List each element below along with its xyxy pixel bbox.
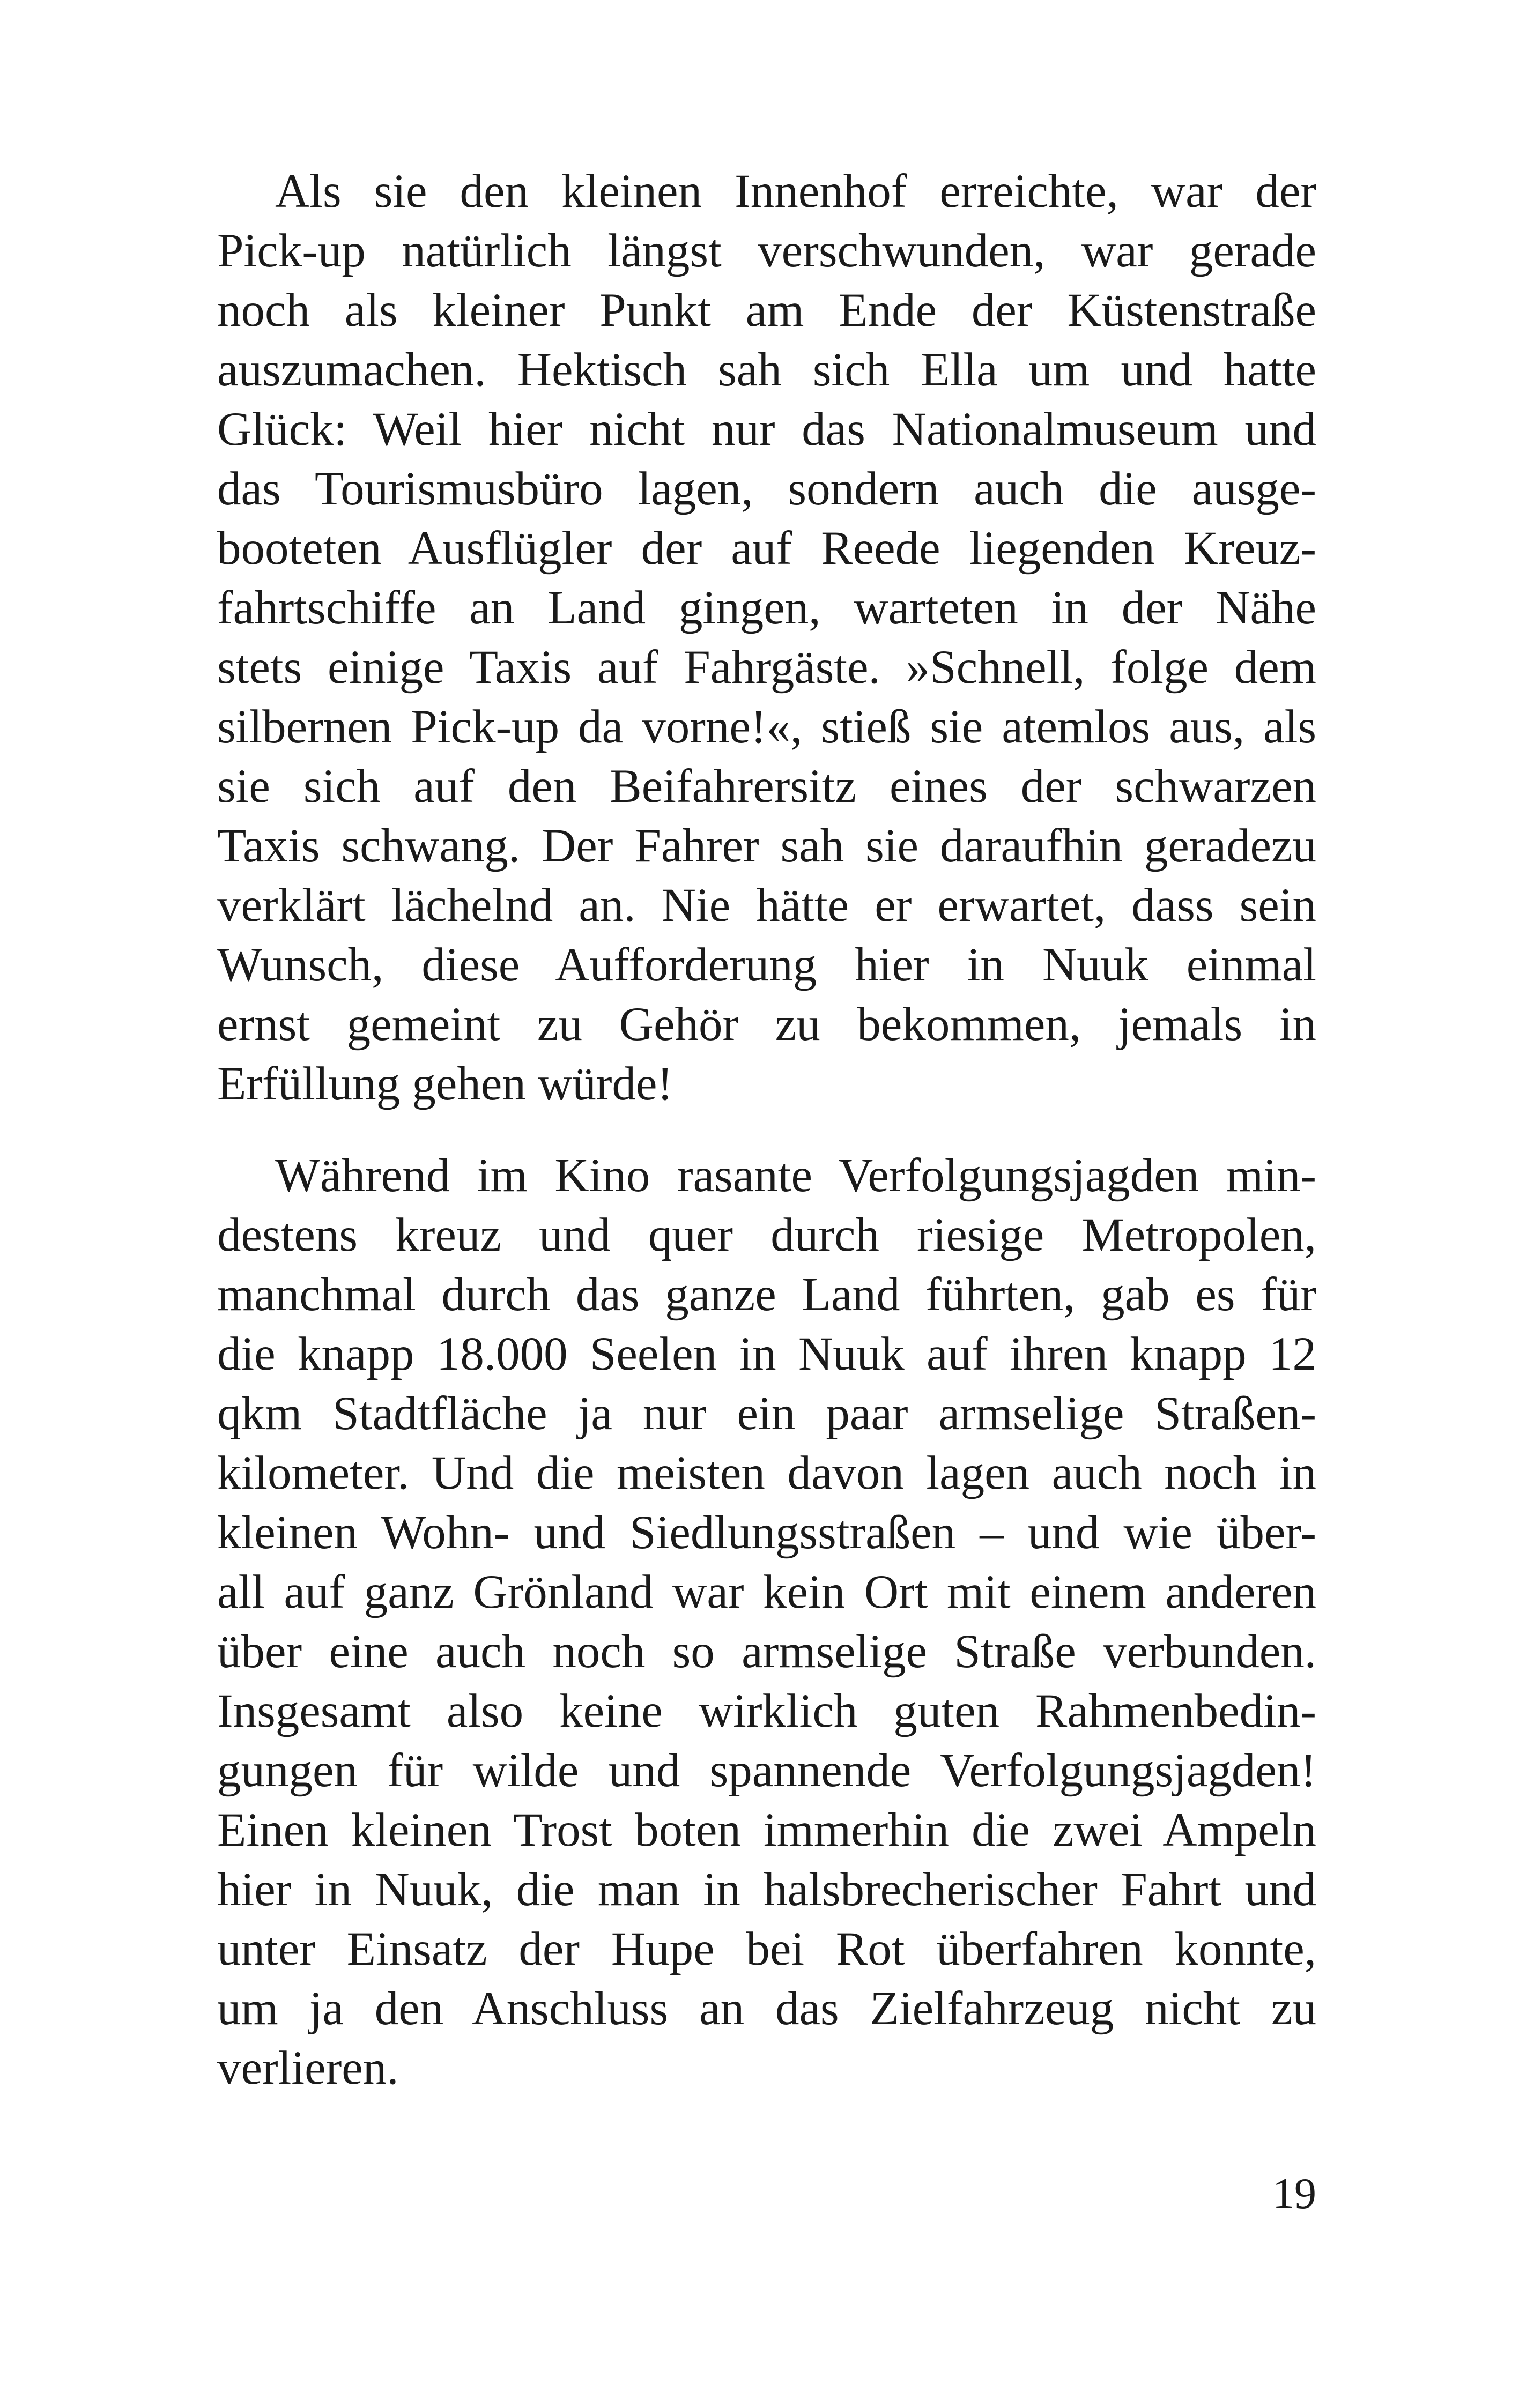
paragraph-1-line-9: stets einige Taxis auf Fahrgäste. »Schnell, folge dem [217,641,1316,694]
paragraph-2-line-6: kilometer. Und die meisten davon lagen auch noch in [217,1447,1316,1499]
paragraph-1-line-6: das Tourismusbüro lagen, sondern auch die ausge- [217,463,1316,515]
paragraph-1-line-3: noch als kleiner Punkt am Ende der Küstenstraße [217,284,1316,337]
paragraph-1-line-13: verklärt lächelnd an. Nie hätte er erwartet, dass sein [217,879,1316,932]
paragraph-1-line-12: Taxis schwang. Der Fahrer sah sie daraufhin geradezu [217,820,1316,872]
paragraph-1-line-4: auszumachen. Hektisch sah sich Ella um und hatte [217,344,1316,396]
paragraph-2-line-7: kleinen Wohn- und Siedlungsstraßen – und wie über- [217,1506,1316,1559]
paragraph-2-line-8: all auf ganz Grönland war kein Ort mit einem anderen [217,1566,1316,1618]
paragraph-2-line-2: destens kreuz und quer durch riesige Metropolen, [217,1209,1316,1261]
paragraph-1-line-16: Erfüllung gehen würde! [217,1058,673,1110]
paragraph-2-line-16: verlieren. [217,2042,399,2094]
paragraph-1-line-11: sie sich auf den Beifahrersitz eines der schwarzen [217,760,1316,813]
paragraph-2-line-13: hier in Nuuk, die man in halsbrecherischer Fahrt und [217,1863,1316,1916]
paragraph-1-line-2: Pick-up natürlich längst verschwunden, war gerade [217,225,1316,277]
paragraph-2-line-5: qkm Stadtfläche ja nur ein paar armselige Straßen- [217,1387,1316,1440]
paragraph-1-line-10: silbernen Pick-up da vorne!«, stieß sie atemlos aus, als [217,701,1316,753]
paragraph-2-line-9: über eine auch noch so armselige Straße verbunden. [217,1625,1316,1678]
paragraph-2-line-1: Während im Kino rasante Verfolgungsjagden min- [275,1149,1316,1202]
page-number: 19 [1272,2169,1316,2218]
paragraph-1-line-8: fahrtschiffe an Land gingen, warteten in der Nähe [217,582,1316,634]
paragraph-2-line-11: gungen für wilde und spannende Verfolgungsjagden! [217,1744,1316,1797]
paragraph-1-line-7: booteten Ausflügler der auf Reede liegenden Kreuz- [217,522,1316,575]
paragraph-1-line-14: Wunsch, diese Aufforderung hier in Nuuk einmal [217,939,1316,991]
paragraph-2-line-10: Insgesamt also keine wirklich guten Rahmenbedin- [217,1685,1316,1737]
paragraph-2-line-3: manchmal durch das ganze Land führten, gab es für [217,1268,1316,1321]
paragraph-1-line-1: Als sie den kleinen Innenhof erreichte, war der [275,165,1316,218]
body-text [217,162,1316,2098]
paragraph-1-line-5: Glück: Weil hier nicht nur das Nationalmuseum und [217,403,1316,456]
paragraph-separator [217,1114,1316,1146]
paragraph-2-line-15: um ja den Anschluss an das Zielfahrzeug nicht zu [217,1982,1316,2035]
paragraph-2-line-4: die knapp 18.000 Seelen in Nuuk auf ihren knapp 12 [217,1328,1316,1380]
paragraph-1-line-15: ernst gemeint zu Gehör zu bekommen, jemals in [217,998,1316,1051]
paragraph-2-line-12: Einen kleinen Trost boten immerhin die zwei Ampeln [217,1804,1316,1856]
paragraph-2-line-14: unter Einsatz der Hupe bei Rot überfahren konnte, [217,1923,1316,1975]
